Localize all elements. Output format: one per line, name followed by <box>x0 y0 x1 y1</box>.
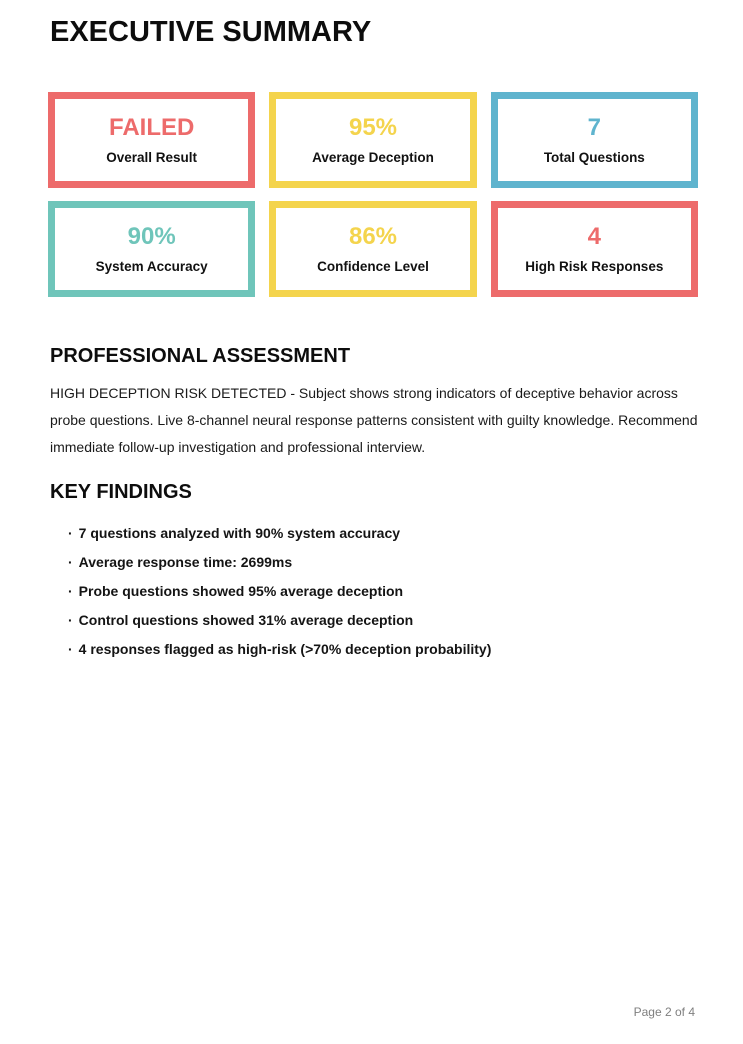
finding-item <box>68 525 705 541</box>
page-title: EXECUTIVE SUMMARY <box>50 16 372 48</box>
stat-value: 95% <box>348 113 398 141</box>
assessment-heading: PROFESSIONAL ASSESSMENT <box>50 345 351 367</box>
bullet-icon: · <box>68 612 73 628</box>
stat-card <box>491 92 698 188</box>
stat-label: Overall Result <box>106 149 198 165</box>
stat-card <box>269 201 476 297</box>
stat-value: 7 <box>587 113 601 141</box>
findings-heading: KEY FINDINGS <box>50 481 192 503</box>
stat-card <box>48 201 255 297</box>
finding-text: Average response time: 2699ms <box>78 554 293 570</box>
finding-item <box>68 554 705 570</box>
bullet-icon: · <box>68 641 73 657</box>
bullet-icon: · <box>68 554 73 570</box>
stat-label: Confidence Level <box>317 258 429 274</box>
assessment-body-text: HIGH DECEPTION RISK DETECTED - Subject shows strong indicators of deceptive behavior across probe questions. Live 8-channel neural response patterns consistent with guilty knowledge. Recommend immediate follow-up investigation and professional interview. <box>50 385 698 455</box>
stat-value: 4 <box>587 222 601 250</box>
findings-section <box>50 481 705 670</box>
stat-card <box>48 92 255 188</box>
finding-text: Probe questions showed 95% average deception <box>78 583 404 599</box>
finding-text: 4 responses flagged as high-risk (>70% deception probability) <box>78 641 492 657</box>
stat-value: 90% <box>127 222 176 250</box>
stat-label: System Accuracy <box>95 258 208 274</box>
stat-label: High Risk Responses <box>525 258 664 274</box>
bullet-icon: · <box>68 583 73 599</box>
findings-list <box>50 525 705 657</box>
finding-item <box>68 583 705 599</box>
stat-card <box>491 201 698 297</box>
finding-text: 7 questions analyzed with 90% system accuracy <box>78 525 401 541</box>
bullet-icon: · <box>68 525 73 541</box>
stat-label: Average Deception <box>312 149 434 165</box>
stat-card-grid <box>48 92 698 297</box>
stat-card <box>269 92 476 188</box>
stat-value: 86% <box>348 222 398 250</box>
finding-text: Control questions showed 31% average deception <box>78 612 414 628</box>
finding-item <box>68 641 705 657</box>
finding-item <box>68 612 705 628</box>
stat-label: Total Questions <box>543 149 645 165</box>
assessment-section <box>50 345 705 461</box>
page-number: Page 2 of 4 <box>633 1005 695 1019</box>
stat-value: FAILED <box>108 113 195 141</box>
